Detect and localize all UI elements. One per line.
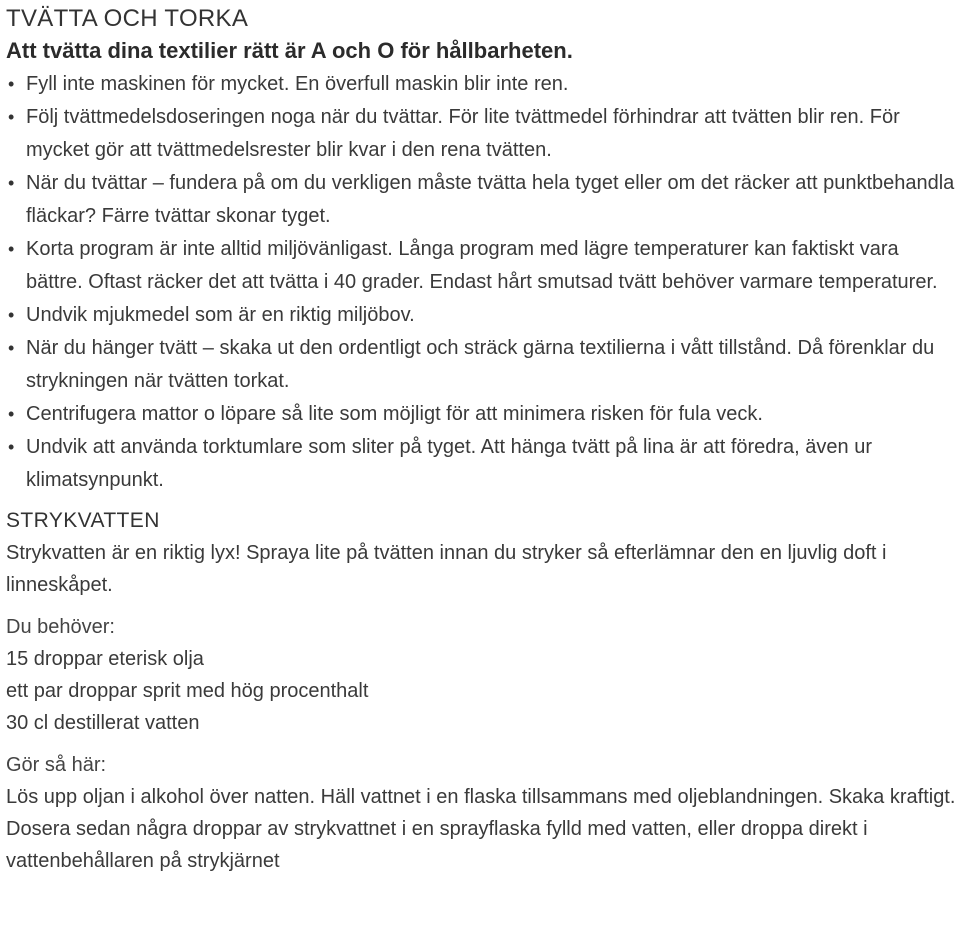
tip-text: Undvik mjukmedel som är en riktig miljöbov. — [26, 304, 415, 326]
ingredient-item: 15 droppar eterisk olja — [6, 648, 204, 670]
needs-label: Du behöver: — [6, 616, 115, 638]
list-item — [6, 431, 960, 497]
tip-text: Fyll inte maskinen för mycket. En överfull maskin blir inte ren. — [26, 73, 569, 95]
list-item — [6, 167, 960, 233]
tips-list — [6, 68, 960, 497]
list-item — [6, 101, 960, 167]
intro-paragraph: Strykvatten är en riktig lyx! Spraya lite på tvätten innan du stryker så efterlämnar den en ljuvlig doft i linneskåpet. — [6, 542, 887, 596]
bullet-icon: • — [8, 437, 15, 457]
section-title-ironing-water: STRYKVATTEN — [6, 509, 160, 532]
tip-text: När du tvättar – fundera på om du verkligen måste tvätta hela tyget eller om det räcker att punktbehandla fläckar? Färre tvättar skonar tyget. — [26, 172, 955, 227]
section-title-washing: TVÄTTA OCH TORKA — [6, 5, 249, 32]
tip-text: Korta program är inte alltid miljövänligast. Långa program med lägre temperaturer kan faktiskt vara bättre. Oftast räcker det att tvätta i 40 grader. Endast hårt smutsad tvätt behöver varmare temperaturer. — [26, 238, 938, 293]
bullet-icon: • — [8, 107, 15, 127]
tip-text: Följ tvättmedelsdoseringen noga när du tvättar. För lite tvättmedel förhindrar att tvätten blir ren. För mycket gör att tvättmedelsrester blir kvar i den rena tvätten. — [26, 106, 900, 161]
bullet-icon: • — [8, 239, 15, 259]
tip-text: När du hänger tvätt – skaka ut den ordentligt och sträck gärna textilierna i vått tillstånd. Då förenklar du strykningen när tvätten torkat. — [26, 337, 935, 392]
list-item — [6, 233, 960, 299]
section-subtitle: Att tvätta dina textilier rätt är A och O för hållbarheten. — [6, 38, 573, 63]
ingredient-item: 30 cl destillerat vatten — [6, 712, 200, 734]
howto-label: Gör så här: — [6, 754, 107, 776]
bullet-icon: • — [8, 173, 15, 193]
ingredient-item: ett par droppar sprit med hög procenthalt — [6, 680, 369, 702]
list-item — [6, 332, 960, 398]
list-item — [6, 68, 960, 101]
bullet-icon: • — [8, 305, 15, 325]
bullet-icon: • — [8, 338, 15, 358]
tip-text: Undvik att använda torktumlare som sliter på tyget. Att hänga tvätt på lina är att föredra, även ur klimatsynpunkt. — [26, 436, 873, 491]
howto-paragraph: Lös upp oljan i alkohol över natten. Häll vattnet i en flaska tillsammans med oljeblandningen. Skaka kraftigt. Dosera sedan några droppar av strykvattnet i en sprayflaska fylld med vatten, eller droppa direkt i vattenbehållaren på strykjärnet — [6, 786, 956, 872]
list-item — [6, 299, 960, 332]
tip-text: Centrifugera mattor o löpare så lite som möjligt för att minimera risken för fula veck. — [26, 403, 763, 425]
bullet-icon: • — [8, 74, 15, 94]
bullet-icon: • — [8, 404, 15, 424]
list-item — [6, 398, 960, 431]
